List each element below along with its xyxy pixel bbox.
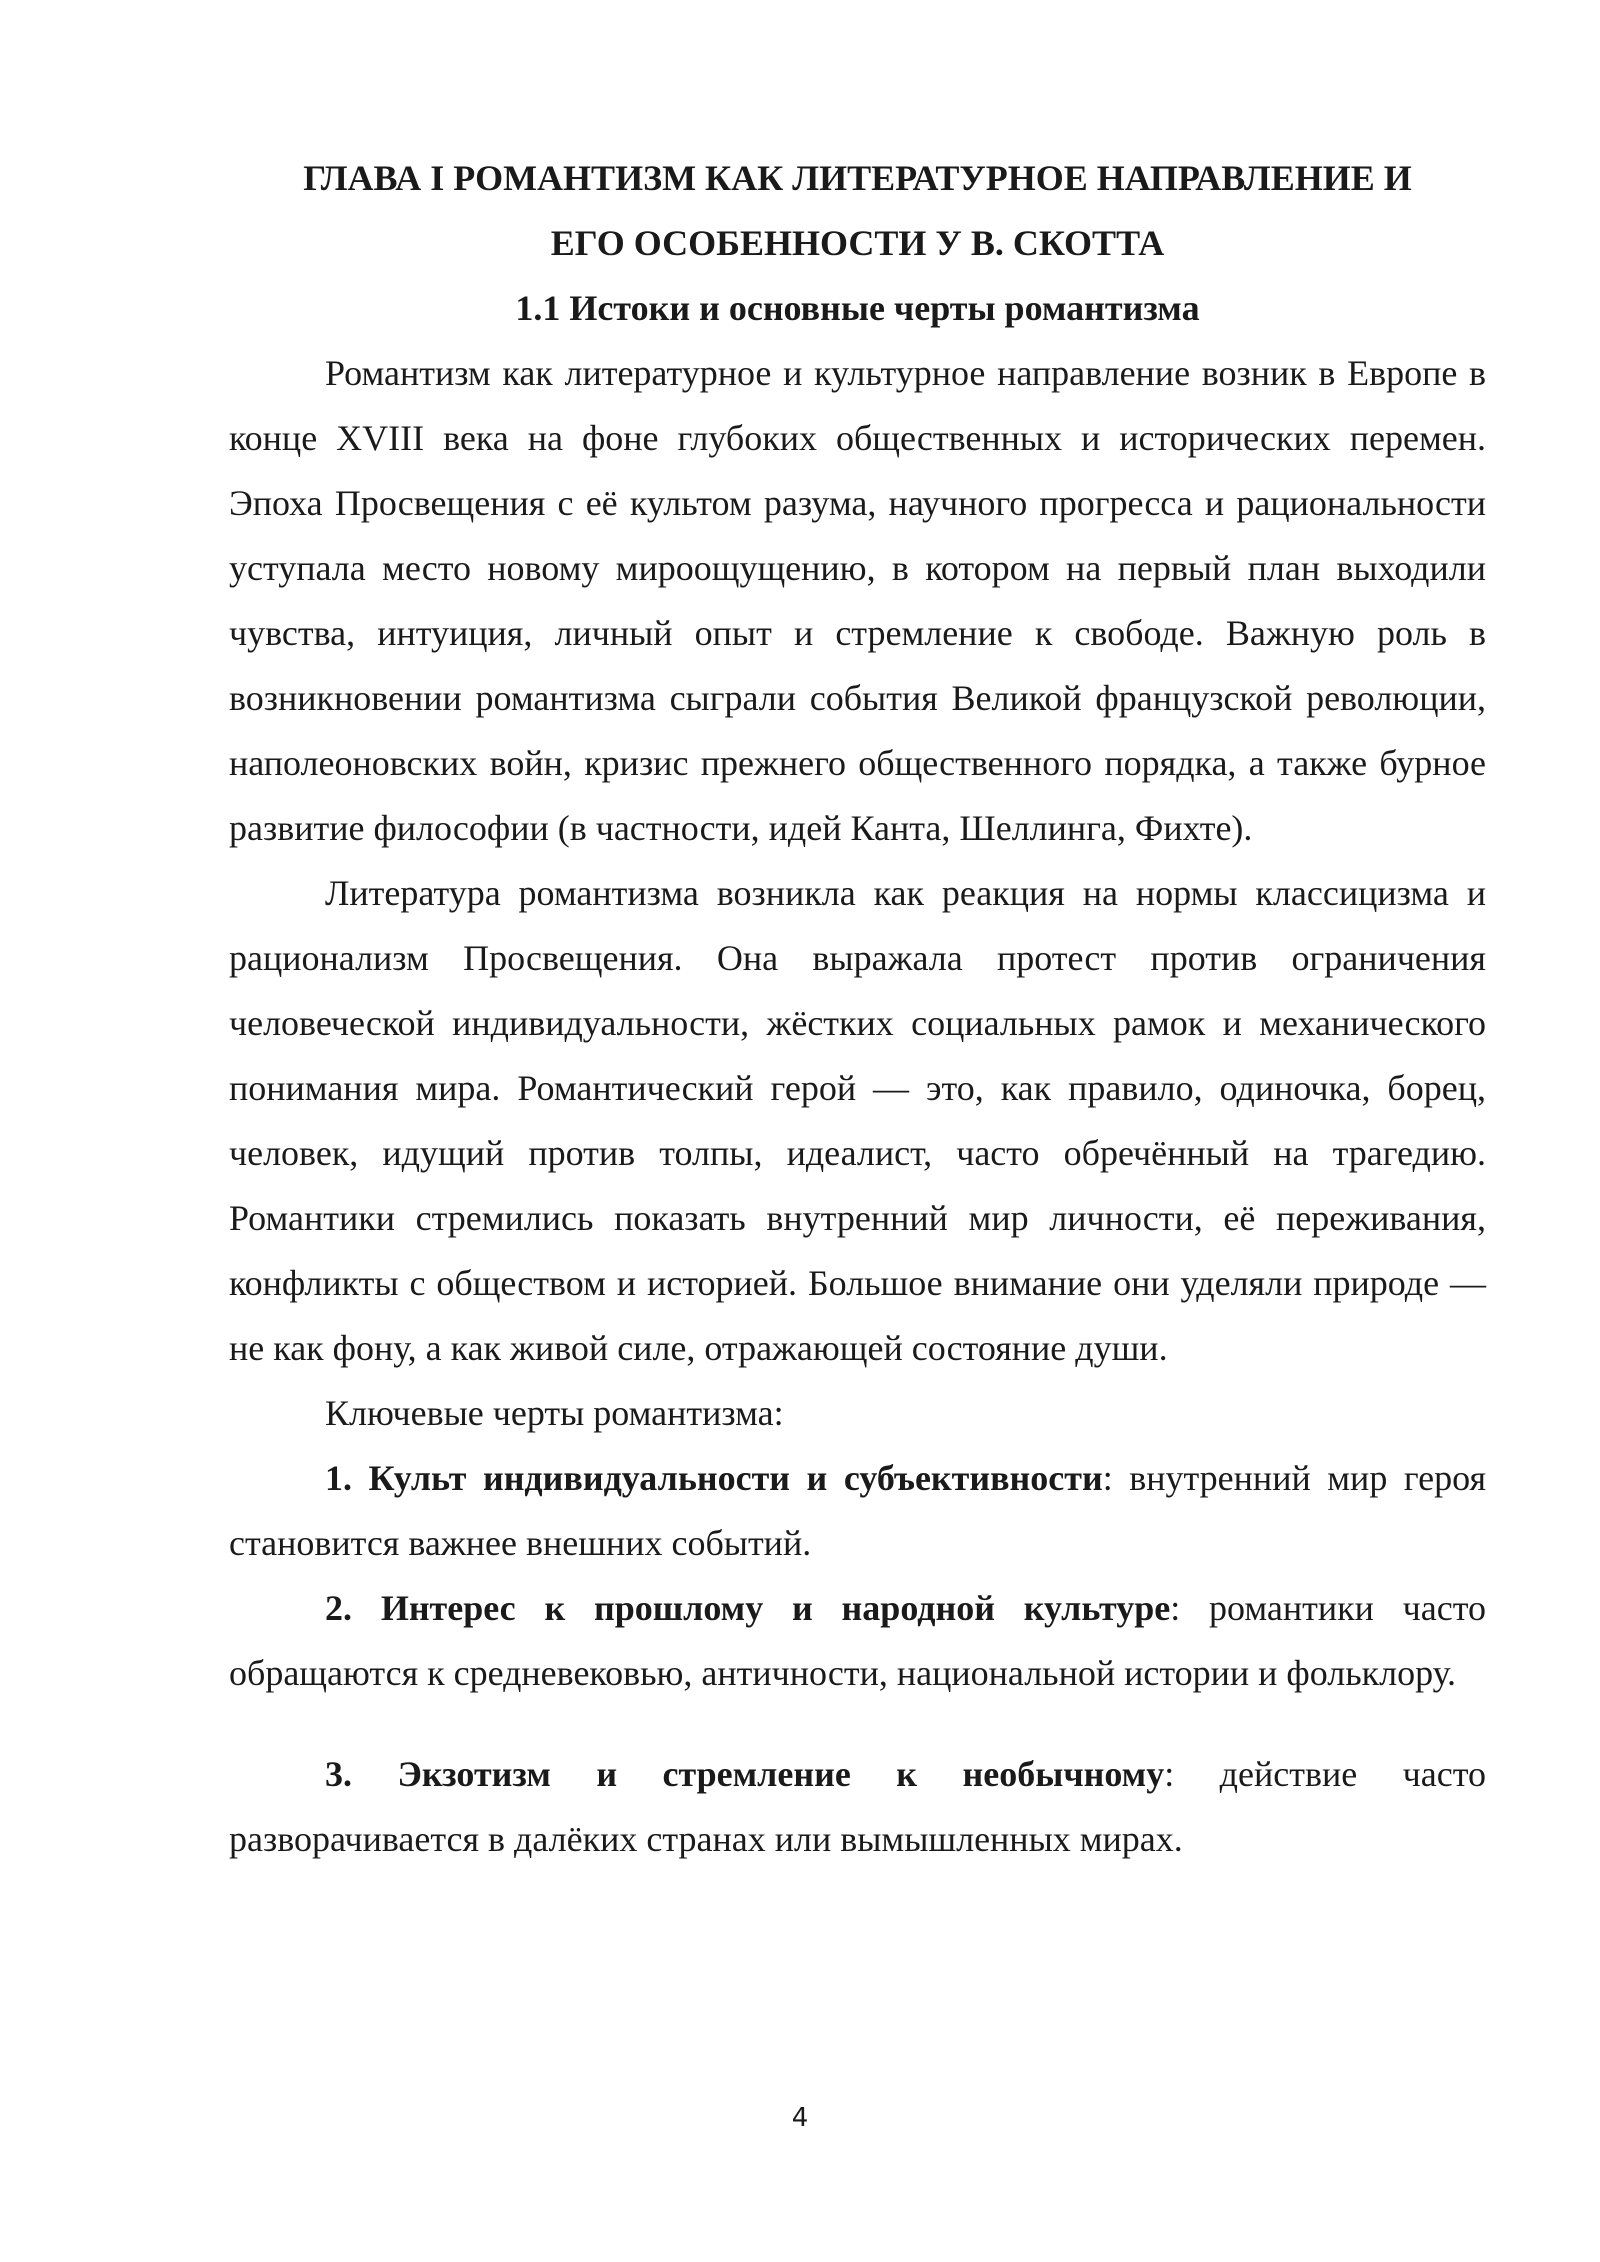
feature-text-3: : действие часто разворачивается в далёких странах или вымышленных мирах. bbox=[229, 1754, 1486, 1859]
feature-text-1: : внутренний мир героя становится важнее внешних событий. bbox=[229, 1458, 1487, 1563]
chapter-title bbox=[229, 146, 1486, 276]
page-content bbox=[229, 146, 1486, 1872]
feature-term-2: 2. Интерес к прошлому и народной культуре bbox=[325, 1588, 1171, 1628]
paragraph-origins: Романтизм как литературное и культурное направление возник в Европе в конце XVIII века на фоне глубоких общественных и исторических перемен. Эпоха Просвещения с её культом разума, научного прогресса и рациональности уступала место новому мироощущению, в котором на первый план выходили чувства, интуиция, личный опыт и стремление к свободе. Важную роль в возникновении романтизма сыграли события Великой французской революции, наполеоновских войн, кризис прежнего общественного порядка, а также бурное развитие философии (в частности, идей Канта, Шеллинга, Фихте). bbox=[229, 353, 1486, 848]
paragraph-literature: Литература романтизма возникла как реакция на нормы классицизма и рационализм Просвещения. Она выражала протест против ограничения человеческой индивидуальности, жёстких социальных рамок и механического понимания мира. Романтический герой — это, как правило, одиночка, борец, человек, идущий против толпы, идеалист, часто обречённый на трагедию. Романтики стремились показать внутренний мир личности, её переживания, конфликты с обществом и историей. Большое внимание они уделяли природе — не как фону, а как живой силе, отражающей состояние души. bbox=[229, 873, 1486, 1368]
paragraph-key-features-intro: Ключевые черты романтизма: bbox=[325, 1393, 784, 1433]
page-number: 4 bbox=[791, 2103, 809, 2133]
feature-item-3 bbox=[229, 1742, 1486, 1872]
chapter-title-line-2: ЕГО ОСОБЕННОСТИ У В. СКОТТА bbox=[550, 223, 1165, 263]
feature-item-1 bbox=[229, 1446, 1486, 1576]
section-title: 1.1 Истоки и основные черты романтизма bbox=[515, 288, 1200, 328]
feature-text-2: : романтики часто обращаются к средневековью, античности, национальной истории и фольклору. bbox=[229, 1588, 1486, 1693]
feature-term-3: 3. Экзотизм и стремление к необычному bbox=[325, 1754, 1165, 1794]
feature-term-1: 1. Культ индивидуальности и субъективности bbox=[325, 1458, 1103, 1498]
feature-item-2 bbox=[229, 1576, 1486, 1706]
chapter-title-line-1: ГЛАВА I РОМАНТИЗМ КАК ЛИТЕРАТУРНОЕ НАПРАВЛЕНИЕ И bbox=[303, 158, 1412, 198]
